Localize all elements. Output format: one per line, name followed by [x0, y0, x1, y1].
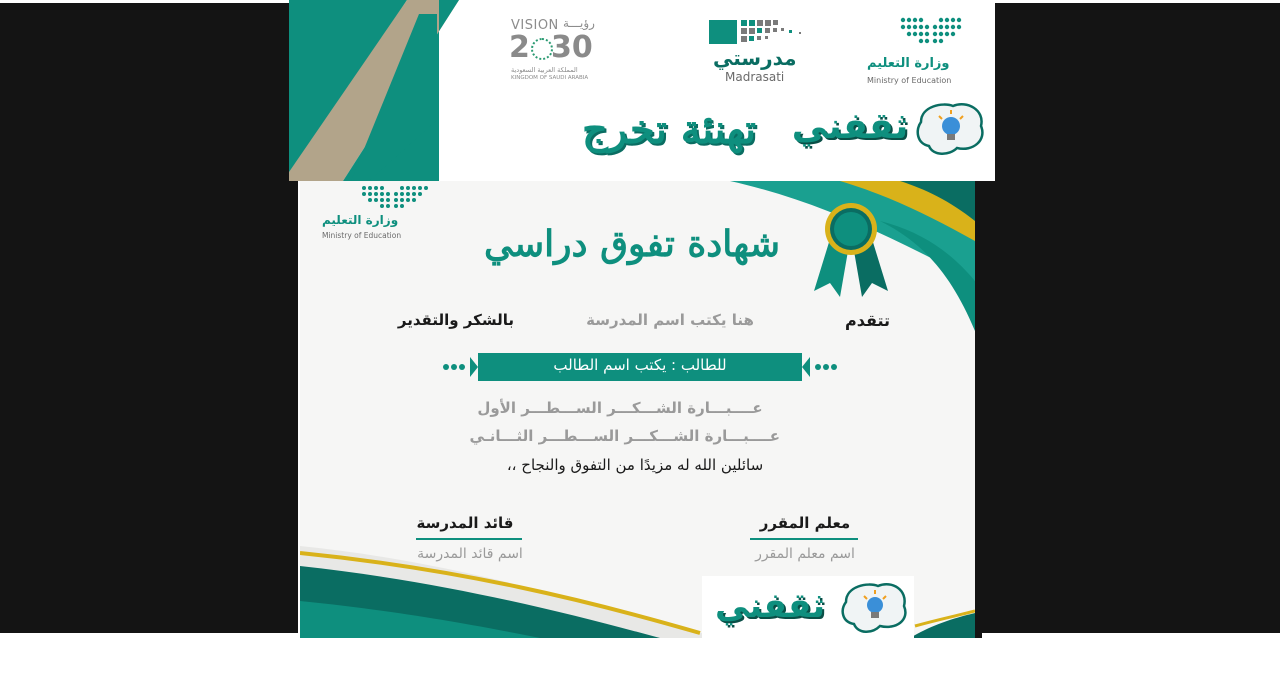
teacher-name: اسم معلم المقرر: [755, 546, 855, 562]
thanks-line-2: عــــبـــارة الشـــكـــر الســـطـــر الثـــانـي: [469, 427, 780, 445]
thaqafni-brand-cert: [702, 576, 914, 638]
vision-arabic: رؤيـــة: [563, 16, 595, 30]
presents-label: تتقدم: [844, 311, 890, 330]
teacher-underline: [750, 538, 858, 540]
vision-title: VISION: [511, 18, 559, 33]
madrasati-english: Madrasati: [725, 70, 785, 84]
palm-emblem-icon: [531, 38, 553, 60]
principal-name: اسم قائد المدرسة: [417, 546, 523, 562]
ministry-arabic-banner: وزارة التعليم: [867, 56, 950, 71]
madrasati-pixel-icon: [709, 18, 819, 48]
left-background-strip: [0, 630, 48, 633]
thaqafni-text-banner: ثقفني: [791, 106, 909, 147]
vision-year-2: 2: [509, 30, 530, 65]
lightbulb-bubble-icon: [915, 100, 987, 158]
student-name-line: للطالب : يكتب اسم الطالب: [553, 356, 727, 374]
school-name-placeholder: هنا يكتب اسم المدرسة: [586, 311, 754, 329]
congrats-title-block: [579, 92, 759, 176]
congratulations-banner: [289, 0, 995, 181]
lightbulb-bubble-icon-cert: [840, 580, 910, 636]
ministry-logo-banner: [863, 14, 973, 90]
ministry-arabic-cert: وزارة التعليم: [322, 213, 399, 227]
certificate-title: شهادة تفوق دراسي: [483, 223, 780, 265]
thanks-label: بالشكر والتقدير: [397, 311, 514, 329]
ministry-dots-icon-cert: [358, 183, 438, 213]
ministry-english-banner: Ministry of Education: [867, 76, 952, 85]
prayer-line: سائلين الله له مزيدًا من التفوق والنجاح ،،: [506, 456, 764, 474]
thaqafni-text-cert: ثقفني: [715, 586, 825, 626]
madrasati-arabic: مدرستي: [713, 46, 797, 70]
certificate-right-edge: [975, 181, 982, 638]
thanks-line-1: عــــبـــارة الشـــكـــر الســـطـــر الأول: [477, 399, 763, 417]
vision-2030-logo: [501, 14, 601, 86]
excellence-certificate: [300, 181, 975, 638]
principal-label: قائد المدرسة: [416, 514, 514, 532]
thaqafni-brand-banner: [789, 98, 989, 166]
ministry-logo-certificate: [318, 183, 438, 243]
ministry-english-cert: Ministry of Education: [322, 231, 402, 240]
vision-kingdom-ar: المملكة العربية السعودية: [511, 66, 578, 74]
vision-year-30: 30: [551, 30, 593, 65]
congrats-title: تهنئة تخرج: [582, 106, 756, 153]
left-background: [0, 3, 298, 633]
madrasati-logo: [705, 18, 817, 88]
principal-underline: [416, 538, 522, 540]
ministry-dots-icon: [897, 14, 973, 50]
ribbon-medal-icon: [808, 199, 894, 299]
right-background: [982, 3, 1280, 633]
teacher-label: معلم المقرر: [759, 514, 851, 532]
vision-kingdom-en: KINGDOM OF SAUDI ARABIA: [511, 75, 589, 81]
